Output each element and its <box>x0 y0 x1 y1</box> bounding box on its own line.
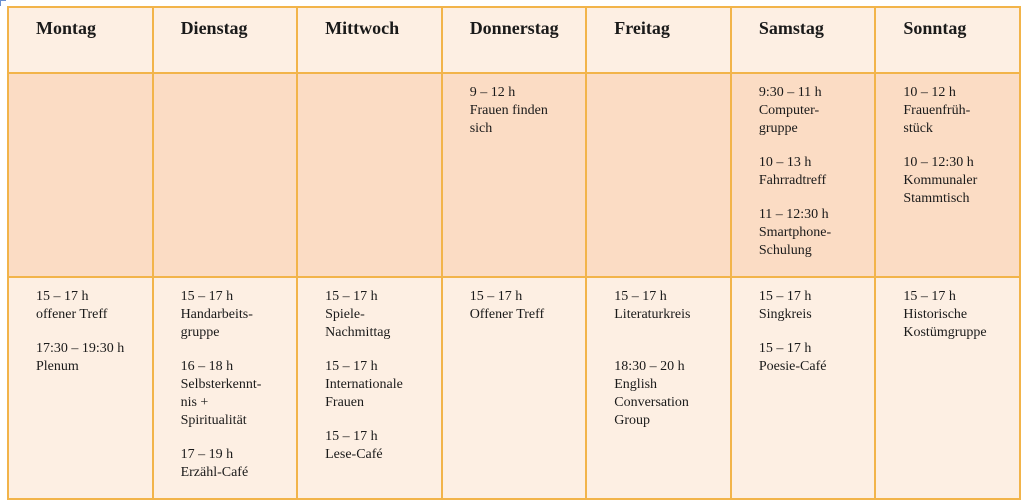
event-time: 15 – 17 h <box>758 289 812 304</box>
day-header-sonntag <box>875 7 1020 73</box>
event <box>181 288 297 342</box>
day-label: Dienstag <box>180 18 248 38</box>
event <box>470 288 586 324</box>
afternoon-row <box>8 277 1020 499</box>
event-name: Historische Kostümgruppe <box>903 307 987 340</box>
event <box>181 358 297 430</box>
event-time: 10 – 12:30 h <box>903 155 974 170</box>
morning-cell-mittwoch <box>297 73 442 277</box>
event-time: 17 – 19 h <box>180 447 234 462</box>
event <box>759 206 875 260</box>
morning-cell-montag <box>8 73 153 277</box>
afternoon-cell-mittwoch <box>297 277 442 499</box>
event-name: Poesie-Café <box>758 359 827 374</box>
event-time: 15 – 17 h <box>758 341 812 356</box>
day-header-dienstag <box>153 7 298 73</box>
event <box>903 84 1019 138</box>
day-header-donnerstag <box>442 7 587 73</box>
event-time: 15 – 17 h <box>469 289 523 304</box>
day-header-montag <box>8 7 153 73</box>
morning-cell-dienstag <box>153 73 298 277</box>
event-name: Selbsterkennt- nis + Spiritualität <box>180 377 262 428</box>
event-name: Computer- gruppe <box>758 103 820 136</box>
afternoon-cell-dienstag <box>153 277 298 499</box>
weekly-schedule-table <box>7 6 1021 500</box>
event-time: 18:30 – 20 h <box>614 359 685 374</box>
event <box>759 288 875 324</box>
event-time: 9 – 12 h <box>469 85 516 100</box>
day-label: Sonntag <box>903 18 967 38</box>
event-time: 15 – 17 h <box>325 429 378 444</box>
afternoon-cell-samstag <box>731 277 876 499</box>
event-name: Fahrradtreff <box>758 173 827 188</box>
event <box>325 288 441 342</box>
event <box>614 288 730 324</box>
event <box>36 340 152 376</box>
morning-cell-donnerstag <box>442 73 587 277</box>
afternoon-cell-sonntag <box>875 277 1020 499</box>
day-header-freitag <box>586 7 731 73</box>
corner-mark <box>0 0 6 6</box>
event <box>759 84 875 138</box>
event <box>36 288 152 324</box>
event-time: 15 – 17 h <box>325 289 378 304</box>
event-time: 17:30 – 19:30 h <box>36 341 125 356</box>
afternoon-cell-freitag <box>586 277 731 499</box>
event-name: Singkreis <box>758 307 812 322</box>
event-time: 15 – 17 h <box>903 289 956 304</box>
event-name: Plenum <box>36 359 79 374</box>
event-time: 15 – 17 h <box>36 289 89 304</box>
morning-row <box>8 73 1020 277</box>
event <box>903 154 1019 208</box>
event-name: Handarbeits- gruppe <box>180 307 253 340</box>
afternoon-cell-donnerstag <box>442 277 587 499</box>
morning-cell-sonntag <box>875 73 1020 277</box>
event-name: Lese-Café <box>325 447 383 462</box>
day-header-samstag <box>731 7 876 73</box>
event <box>759 340 875 376</box>
event-time: 15 – 17 h <box>325 359 378 374</box>
event-name: English Conversation Group <box>614 377 689 428</box>
day-label: Freitag <box>614 18 670 38</box>
morning-cell-freitag <box>586 73 731 277</box>
event-name: Frauen finden sich <box>469 103 548 136</box>
morning-cell-samstag <box>731 73 876 277</box>
day-header-mittwoch <box>297 7 442 73</box>
event <box>325 428 441 464</box>
event-name: Spiele- Nachmittag <box>325 307 391 340</box>
day-label: Samstag <box>758 18 824 38</box>
header-row <box>8 7 1020 73</box>
event-time: 16 – 18 h <box>180 359 234 374</box>
event-time: 15 – 17 h <box>180 289 234 304</box>
event-time: 15 – 17 h <box>614 289 667 304</box>
event-name: Internationale Frauen <box>325 377 403 410</box>
event-name: Offener Treff <box>469 307 545 322</box>
event-time: 10 – 13 h <box>758 155 812 170</box>
event-time: 11 – 12:30 h <box>758 207 829 222</box>
day-label: Montag <box>36 18 96 38</box>
event <box>759 154 875 190</box>
event-time: 9:30 – 11 h <box>758 85 822 100</box>
event-name: Kommunaler Stammtisch <box>903 173 978 206</box>
event-time: 10 – 12 h <box>903 85 956 100</box>
day-label: Donnerstag <box>469 18 559 38</box>
day-label: Mittwoch <box>325 18 400 38</box>
event <box>181 446 297 482</box>
event <box>903 288 1019 342</box>
event <box>325 358 441 412</box>
event-name: Erzähl-Café <box>180 465 249 480</box>
event <box>614 358 730 430</box>
event-name: Frauenfrüh- stück <box>903 103 971 136</box>
event-name: offener Treff <box>36 307 108 322</box>
event-name: Literaturkreis <box>614 307 691 322</box>
event-name: Smartphone- Schulung <box>758 225 832 258</box>
afternoon-cell-montag <box>8 277 153 499</box>
event <box>470 84 586 138</box>
